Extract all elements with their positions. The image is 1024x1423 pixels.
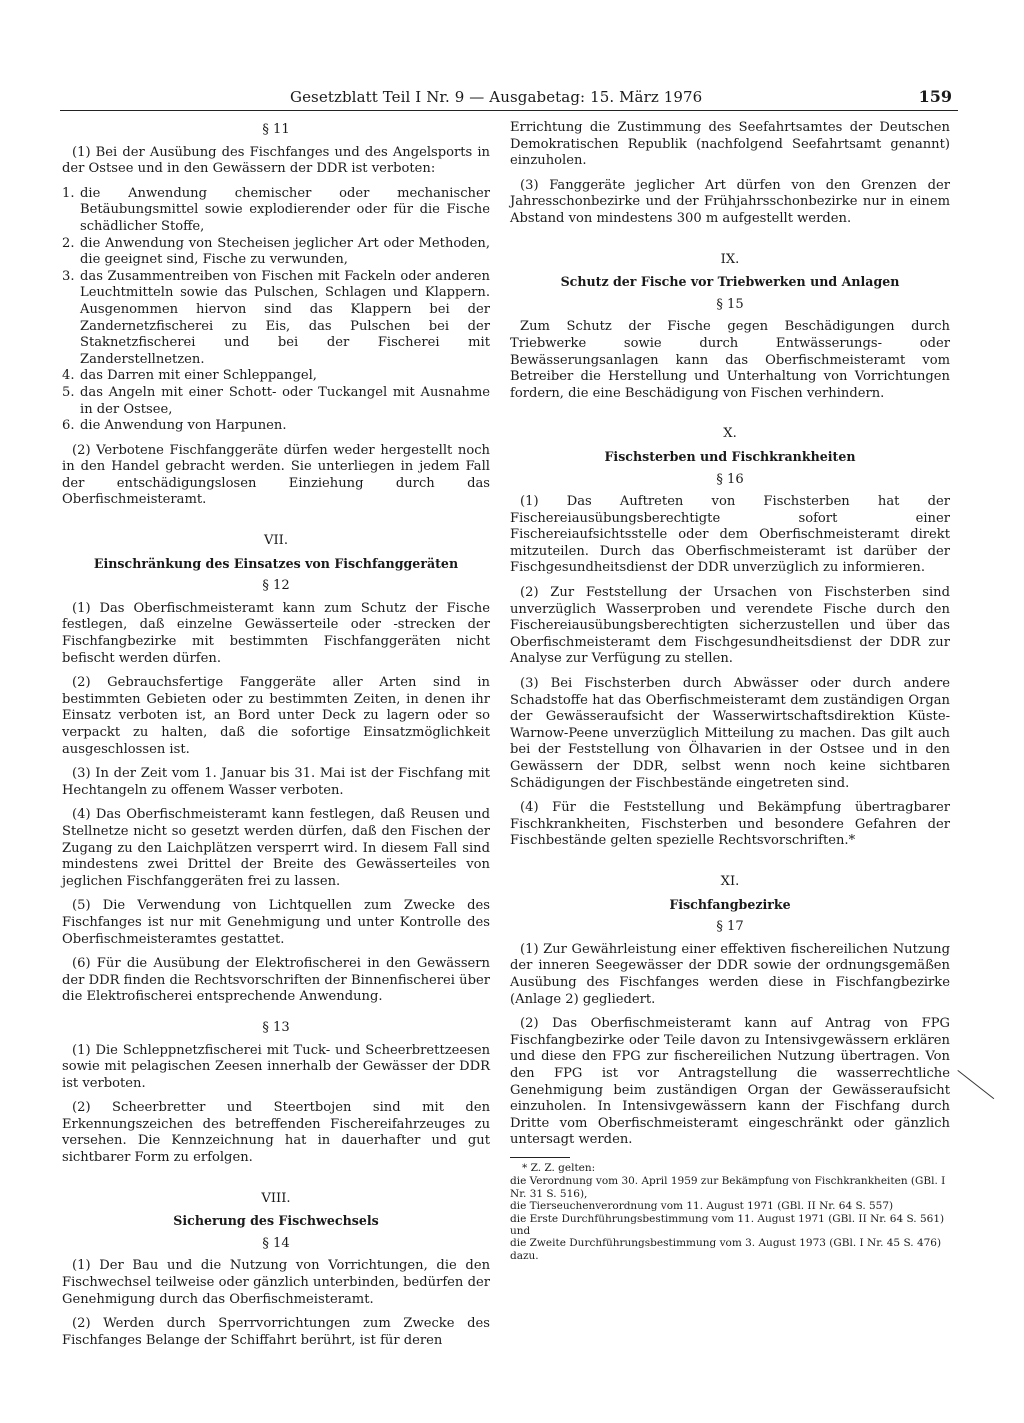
section-16-para: (4) Für die Feststellung und Bekämpfung übertragbarer Fischkrankheiten, Fischsterben und besondere Gefahren der Fischbestände gelten spezielle Rechtsvorschriften.* xyxy=(510,800,950,849)
list-item-number: 2. xyxy=(62,235,75,251)
section-12-para: (6) Für die Ausübung der Elektrofischerei in den Gewässern der DDR finden die Rechtsvorschriften der Binnenfischerei über die Elektrofischerei entsprechende Anwendung. xyxy=(62,956,490,1005)
section-16-para: (1) Das Auftreten von Fischsterben hat der Fischereiausübungsberechtigte sofort einer Fischereiaufsichtsstelle oder dem Oberfischmeisteramt direkt mitzuteilen. Durch das Oberfischmeisteramt ist darüber der Fischgesundheitsdienst der DDR unverzüglich zu informieren. xyxy=(510,494,950,576)
list-item-text: das Zusammentreiben von Fischen mit Fackeln oder anderen Leuchtmitteln sowie das Pulschen, Schlagen und Klappern. Ausgenommen hiervon sind das Klappern bei der Zandernetzfischerei zu Eis, das Pulschen bei der Staknetzfischerei und bei der Fischerei mit Zanderstellnetzen. xyxy=(80,268,490,367)
section-11-title: § 11 xyxy=(262,122,290,137)
section-14-para: (1) Der Bau und die Nutzung von Vorrichtungen, die den Fischwechsel teilweise oder gänzlich unterbinden, bedürfen der Genehmigung durch das Oberfischmeisteramt. xyxy=(62,1258,490,1307)
list-item-text: die Anwendung von Harpunen. xyxy=(80,418,287,434)
list-item-number: 4. xyxy=(62,368,75,384)
footnote-line: die Verordnung vom 30. April 1959 zur Bekämpfung von Fischkrankheiten (GBl. I Nr. 31 S. 516), xyxy=(510,1175,946,1200)
section-16-title: § 16 xyxy=(716,471,744,487)
list-item xyxy=(62,368,490,385)
list-item-number: 6. xyxy=(62,418,75,434)
chapter-x-heading: Fischsterben und Fischkrankheiten xyxy=(604,448,856,464)
section-12-para: (2) Gebrauchsfertige Fanggeräte aller Arten sind in bestimmten Gebieten oder zu bestimmten Zeiten, in denen ihr Einsatz verboten ist, an Bord unter Deck zu lagern oder so verpackt zu halten, daß die sofortige Einsatzmöglichkeit ausgeschlossen ist. xyxy=(62,675,490,757)
list-item-number: 5. xyxy=(62,384,75,400)
section-12-para: (3) In der Zeit vom 1. Januar bis 31. Mai ist der Fischfang mit Hechtangeln zu offenem Wasser verboten. xyxy=(62,766,490,798)
chapter-viii-heading: Sicherung des Fischwechsels xyxy=(173,1213,379,1229)
section-16-para: (3) Bei Fischsterben durch Abwässer oder durch andere Schadstoffe hat das Oberfischmeisteramt dem zuständigen Organ der Gewässeraufsicht der Wasserwirtschaftsdirektion Küste-Warnow-Peene unverzüglich Mitteilung zu machen. Das gilt auch bei der Feststellung von Ölhavarien in der Ostsee und in den Gewässern der DDR, selbst wenn noch keine sichtbaren Schädigungen der Fischbestände eingetreten sind. xyxy=(510,676,950,791)
section-12-para: (1) Das Oberfischmeisteramt kann zum Schutz der Fische festlegen, daß einzelne Gewässerteile oder -strecken der Fischfangbezirke mit bestimmten Fischfanggeräten nicht befischt werden dürfen. xyxy=(62,600,490,666)
chapter-ix-number: IX. xyxy=(720,251,740,267)
section-12-title: § 12 xyxy=(262,578,290,594)
chapter-xi-number: XI. xyxy=(720,873,740,889)
section-15-title: § 15 xyxy=(716,296,744,312)
section-11-list xyxy=(62,186,490,435)
footnote-line: die Zweite Durchführungsbestimmung vom 3. August 1973 (GBl. I Nr. 45 S. 476) dazu. xyxy=(510,1237,942,1262)
section-11-para-1: (1) Bei der Ausübung des Fischfanges und des Angelsports in der Ostsee und in den Gewässern der DDR ist verboten: xyxy=(62,144,490,177)
section-17-title: § 17 xyxy=(716,919,744,935)
page-number: 159 xyxy=(918,87,952,106)
chapter-vii-heading: Einschränkung des Einsatzes von Fischfanggeräten xyxy=(93,555,459,571)
chapter-vii-number: VII. xyxy=(264,533,288,549)
list-item-number: 1. xyxy=(62,185,75,201)
chapter-viii-number: VIII. xyxy=(261,1190,291,1206)
chapter-ix-heading: Schutz der Fische vor Triebwerken und Anlagen xyxy=(560,274,900,290)
section-12-para: (5) Die Verwendung von Lichtquellen zum Zwecke des Fischfanges ist nur mit Genehmigung und unter Kontrolle des Oberfischmeisteramtes gestattet. xyxy=(62,898,490,947)
list-item xyxy=(62,186,490,236)
list-item-text: das Darren mit einer Schleppangel, xyxy=(80,368,317,384)
section-12-para: (4) Das Oberfischmeisteramt kann festlegen, daß Reusen und Stellnetze nicht so gesetzt werden dürfen, daß den Fischen der Zugang zu den Laichplätzen versperrt wird. In diesem Fall sind mindestens zwei Drittel der Breite des Gewässerteiles von jeglichen Fischfanggeräten frei zu lassen. xyxy=(62,807,490,889)
list-item-text: die Anwendung von Stecheisen jeglicher Art oder Methoden, die geeignet sind, Fische zu verwunden, xyxy=(80,235,490,268)
section-11-para-2: (2) Verbotene Fischfanggeräte dürfen weder hergestellt noch in den Handel gebracht werden. Sie unterliegen in jedem Fall der entschädigungslosen Einziehung durch das Oberfischmeisteramt. xyxy=(62,442,490,508)
left-column xyxy=(62,120,490,1357)
chapter-x-number: X. xyxy=(723,426,737,442)
footnote-line: die Tierseuchenverordnung vom 11. August 1971 (GBl. II Nr. 64 S. 557) xyxy=(510,1200,894,1213)
list-item xyxy=(62,269,490,369)
right-column xyxy=(510,120,950,1262)
section-14-para: (2) Werden durch Sperrvorrichtungen zum Zwecke des Fischfanges Belange der Schiffahrt berührt, ist für deren xyxy=(62,1316,490,1348)
footnote-divider xyxy=(510,1157,570,1158)
footnote-label: * Z. Z. gelten: xyxy=(522,1161,596,1174)
chapter-xi-heading: Fischfangbezirke xyxy=(669,896,791,912)
section-13-title: § 13 xyxy=(262,1019,290,1035)
list-item-text: das Angeln mit einer Schott- oder Tuckangel mit Ausnahme in der Ostsee, xyxy=(80,384,490,417)
margin-pencil-mark xyxy=(957,1070,994,1099)
section-13-para: (2) Scheerbretter und Steertbojen sind mit den Erkennungszeichen des betreffenden Fischereifahrzeuges zu versehen. Die Kennzeichnung hat in dauerhafter und gut sichtbarer Form zu erfolgen. xyxy=(62,1100,490,1166)
section-17-para: (2) Das Oberfischmeisteramt kann auf Antrag von FPG Fischfangbezirke oder Teile davon zu Intensivgewässern erklären und diese den FPG zur fischereilichen Nutzung übertragen. Von den FPG ist vor Antragstellung die wasserrechtliche Genehmigung beim zuständigen Organ der Gewässeraufsicht einzuholen. In Intensivgewässern kann der Fischfang durch Dritte vom Oberfischmeisteramt eingeschränkt oder gänzlich untersagt werden. xyxy=(510,1016,950,1148)
list-item xyxy=(62,385,490,418)
section-15-para: Zum Schutz der Fische gegen Beschädigungen durch Triebwerke sowie durch Entwässerungs- oder Bewässerungsanlagen kann das Oberfischmeisteramt vom Betreiber die Herstellung und Unterhaltung von Vorrichtungen fordern, die eine Beschädigung von Fischen verhindern. xyxy=(510,319,950,401)
section-17-para: (1) Zur Gewährleistung einer effektiven fischereilichen Nutzung der inneren Seegewässer der DDR sowie der ordnungsgemäßen Ausübung des Fischfanges werden diese in Fischfangbezirke (Anlage 2) gegliedert. xyxy=(510,941,950,1007)
section-16-para: (2) Zur Feststellung der Ursachen von Fischsterben sind unverzüglich Wasserproben und verendete Fische durch den Fischereiausübungsberechtigten sicherzustellen und über das Oberfischmeisteramt dem Fischgesundheitsdienst der DDR zur Analyse zur Verfügung zu stellen. xyxy=(510,585,950,667)
continued-para: Errichtung die Zustimmung des Seefahrtsamtes der Deutschen Demokratischen Republik (nachfolgend Seefahrtsamt genannt) einzuholen. xyxy=(510,120,950,169)
list-item-text: die Anwendung chemischer oder mechanischer Betäubungsmittel sowie explodierender oder für die Fische schädlicher Stoffe, xyxy=(80,185,490,234)
page-header xyxy=(60,88,958,111)
gazette-title: Gesetzblatt Teil I Nr. 9 — Ausgabetag: 15. März 1976 xyxy=(290,88,703,106)
list-item xyxy=(62,418,490,435)
section-14-title: § 14 xyxy=(262,1235,290,1251)
section-14-para-3: (3) Fanggeräte jeglicher Art dürfen von den Grenzen der Jahresschonbezirke und der Frühjahrsschonbezirke nur in einem Abstand von mindestens 300 m aufgestellt werden. xyxy=(510,177,950,226)
footnote-line: die Erste Durchführungsbestimmung vom 11. August 1971 (GBl. II Nr. 64 S. 561) und xyxy=(510,1212,945,1237)
section-13-para: (1) Die Schleppnetzfischerei mit Tuck- und Scheerbrettzeesen sowie mit pelagischen Zeesen innerhalb der Gewässer der DDR ist verboten. xyxy=(62,1042,490,1091)
list-item-number: 3. xyxy=(62,268,75,284)
list-item xyxy=(62,236,490,269)
